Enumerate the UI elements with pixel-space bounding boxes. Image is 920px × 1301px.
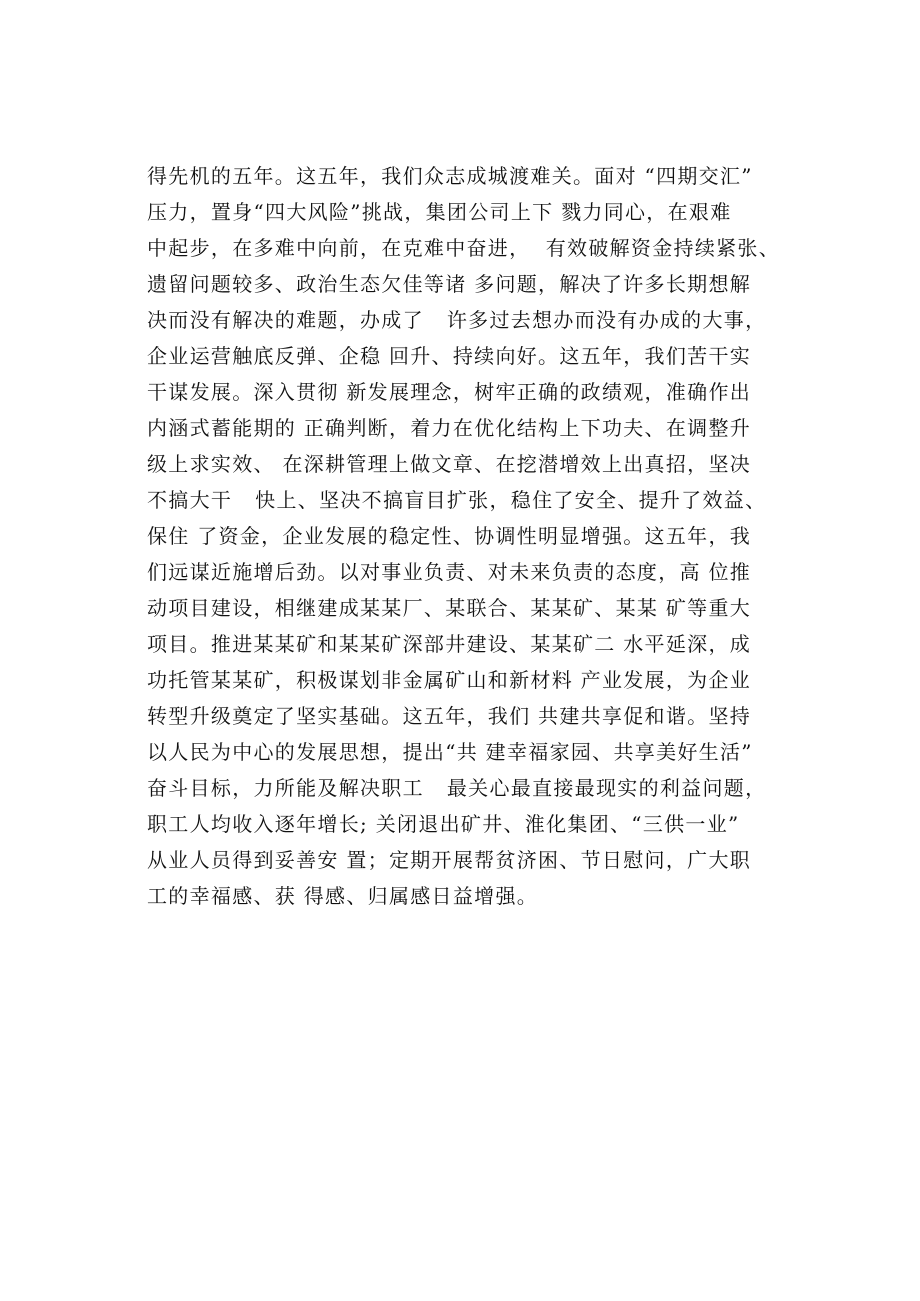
text-line: 级上求实效、 在深耕管理上做文章、在挖潜增效上出真招，坚决 [147,452,752,476]
text-line: 从业人员得到妥善安 置；定期开展帮贫济困、节日慰问，广大职 [147,848,752,872]
text-line: 得先机的五年。这五年，我们众志成城渡难关。面对 “四期交汇” [147,164,753,188]
text-line: 决而没有解决的难题，办成了 许多过去想办而没有办成的大事， [147,308,767,332]
text-line: 项目。推进某某矿和某某矿深部井建设、某某矿二 水平延深，成 [147,632,752,656]
text-line: 内涵式蓄能期的 正确判断，着力在优化结构上下功夫、在调整升 [147,416,752,440]
text-line: 保住 了资金，企业发展的稳定性、协调性明显增强。这五年，我 [147,524,752,548]
text-line: 中起步，在多难中向前，在克难中奋进， 有效破解资金持续紧张、 [147,236,781,260]
text-line: 动项目建设，相继建成某某厂、某联合、某某矿、某某 矿等重大 [147,596,752,620]
text-line: 奋斗目标，力所能及解决职工 最关心最直接最现实的利益问题， [147,776,767,800]
text-line: 职工人均收入逐年增长; 关闭退出矿井、淮化集团、“三供一业” [147,812,740,836]
text-line: 压力，置身“四大风险”挑战，集团公司上下 戮力同心，在艰难 [147,200,732,224]
text-line: 工的幸福感、获 得感、归属感日益增强。 [147,884,539,908]
text-line: 功托管某某矿，积极谋划非金属矿山和新材料 产业发展，为企业 [147,668,752,692]
text-line: 转型升级奠定了坚实基础。这五年，我们 共建共享促和谐。坚持 [147,704,752,728]
text-line: 企业运营触底反弹、企稳 回升、持续向好。这五年，我们苦干实 [147,344,752,368]
text-line: 干谋发展。深入贯彻 新发展理念，树牢正确的政绩观，准确作出 [147,380,752,404]
text-line: 不搞大干 快上、坚决不搞盲目扩张，稳住了安全、提升了效益、 [147,488,767,512]
text-line: 以人民为中心的发展思想，提出“共 建幸福家园、共享美好生活” [147,740,753,764]
text-line: 遗留问题较多、政治生态欠佳等诸 多问题，解决了许多长期想解 [147,272,752,296]
text-line: 们远谋近施增后劲。以对事业负责、对未来负责的态度，高 位推 [147,560,752,584]
